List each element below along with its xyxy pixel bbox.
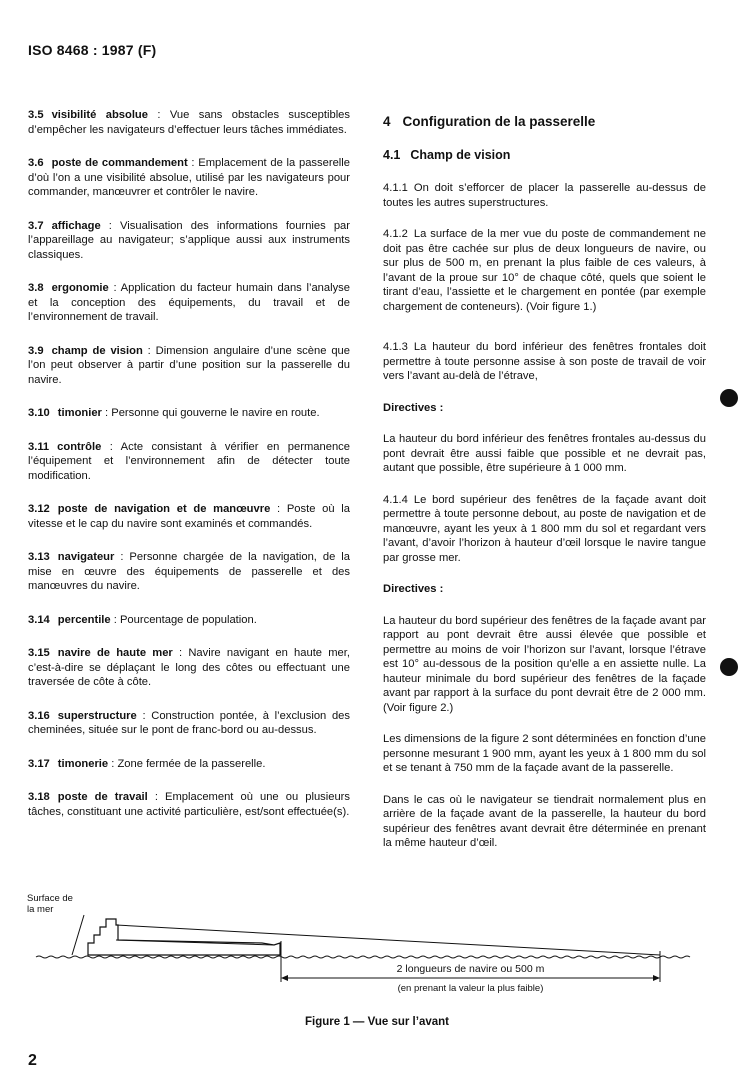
section-title-text: Configuration de la passerelle [402, 114, 596, 129]
definition-number: 3.11 [28, 440, 50, 453]
paragraph-4-1-3 [383, 340, 706, 384]
definition-3-15 [28, 646, 350, 690]
definition-number: 3.7 [28, 219, 44, 232]
definition-term: poste de navigation et de manœuvre [57, 503, 271, 515]
paragraph-4-1-4 [383, 493, 706, 566]
definition-3-14 [28, 613, 350, 628]
section-column [383, 108, 706, 868]
label-leader-line [72, 915, 84, 955]
definition-text: : Visualisation des informations fournies par l’appareillage au navigateur; s’applique aussi aux instruments classiques. [28, 219, 350, 261]
definition-term: navigateur [57, 551, 115, 563]
definition-term: superstructure [57, 709, 137, 722]
definition-text: : Personne chargée de la navigation, de la mise en œuvre des équipements de passerelle et des manœuvres du navire. [28, 551, 350, 592]
definition-text: : Navire navigant en haute mer, c’est-à-dire se déplaçant le long des côtes ou effectuant une traversée de côte à côte. [28, 647, 350, 688]
document-header: ISO 8468 : 1987 (F) [28, 42, 157, 58]
definition-number: 3.14 [28, 613, 50, 626]
change-mark [720, 389, 738, 407]
definition-term: poste de commandement [51, 157, 188, 169]
definition-text: : Personne qui gouverne le navire en route. [101, 407, 320, 419]
definition-term: contrôle [57, 440, 102, 453]
definition-3-7 [28, 219, 350, 263]
directives-heading: Directives : [383, 401, 444, 414]
definition-text: : Poste où la vitesse et le cap du navire sont examinés et commandés. [28, 503, 350, 530]
definition-3-13 [28, 550, 350, 594]
definition-number: 3.8 [28, 282, 44, 294]
paragraph-number: 4.1.2 [383, 228, 408, 240]
directives-text: La hauteur du bord supérieur des fenêtres de la façade avant par rapport au pont devrait être aussi élevée que possible et permettre au moins de voir l’horizon sur l’avant, lorsque l’étrave est 10° au-dessous de la position qu’elle a en assiette nulle. La hauteur minimale du bord supérieur des fenêtres de la façade avant par rapport à la surface du pont devrait être de 2 000 mm. (Voir figure 2.) [383, 614, 706, 714]
paragraph-text: Le bord supérieur des fenêtres de la façade avant doit permettre à toute personne debout, au poste de navigation et de manœuvre, ayant les yeux à 1 800 mm du sol et regardant vers l’avant, d’avoir l’horizon à hauteur d’œil lorsque le navire tangue par grosse mer. [383, 493, 706, 564]
paragraph-number: 4.1.4 [383, 493, 408, 506]
definition-3-10 [28, 406, 350, 421]
paragraph-4-1-2 [383, 227, 706, 314]
sea-surface-line [36, 956, 690, 958]
definition-number: 3.13 [28, 551, 50, 563]
definition-text: : Acte consistant à vérifier en permanence l’équipement et l’environnement afin de détecter toute modification. [28, 440, 350, 482]
paragraph-number: 4.1.1 [383, 182, 408, 194]
definition-term: navire de haute mer [57, 647, 173, 659]
definition-number: 3.9 [28, 344, 44, 357]
definition-text: : Vue sans obstacles susceptibles d’empêcher les navigateurs d’effectuer leurs tâches immédiates. [28, 109, 350, 136]
definition-text: : Construction pontée, à l’exclusion des cheminées, située sur le pont de franc-bord ou au-dessus. [28, 709, 350, 736]
definition-text: : Application du facteur humain dans l’analyse et la conception des équipements, du travail et de l’environnement de travail. [28, 282, 350, 323]
page-number: 2 [28, 1052, 37, 1069]
line-of-sight [116, 925, 660, 955]
definition-term: ergonomie [51, 282, 109, 294]
definition-term: champ de vision [51, 344, 143, 357]
directives-heading: Directives : [383, 583, 444, 595]
definition-number: 3.12 [28, 503, 50, 515]
definition-3-5 [28, 108, 350, 137]
paragraph-number: 4.1.3 [383, 341, 408, 353]
definition-3-18 [28, 790, 350, 819]
definition-number: 3.17 [28, 757, 50, 770]
definition-number: 3.16 [28, 709, 50, 722]
dimensions-paragraph: Les dimensions de la figure 2 sont déterminées en fonction d’une personne mesurant 1 900 mm, ayant les yeux à 1 800 mm du sol et se tenant à 750 mm de la façade avant de la passerelle. [383, 733, 706, 774]
section-number: 4 [383, 114, 391, 129]
dimension-arrow-left [281, 975, 288, 981]
dimension-note: (en prenant la valeur la plus faible) [397, 983, 544, 994]
definition-term: affichage [51, 219, 101, 232]
figure-1 [0, 885, 754, 1005]
dimension-arrow-right [653, 975, 660, 981]
definition-text: : Emplacement où une ou plusieurs tâches, constituant une activité particulière, est/sont effectuée(s). [28, 791, 351, 818]
ship-outline [88, 919, 280, 955]
change-mark [720, 658, 738, 676]
definitions-column [28, 108, 350, 838]
sea-surface-label-line: Surface de [27, 893, 73, 904]
definition-number: 3.5 [28, 109, 44, 121]
definition-3-17 [28, 757, 350, 772]
dimension-label: 2 longueurs de navire ou 500 m [396, 963, 545, 975]
subsection-title-text: Champ de vision [410, 147, 511, 162]
section-title [383, 115, 706, 130]
definition-text: : Pourcentage de population. [110, 613, 257, 626]
definition-3-6 [28, 156, 350, 200]
definition-3-11 [28, 440, 350, 484]
subsection-number: 4.1 [383, 147, 401, 162]
sea-surface-label [27, 893, 73, 915]
definition-term: timonerie [57, 757, 109, 770]
paragraph-text: La surface de la mer vue du poste de commandement ne doit pas être cachée sur plus de deux longueurs de navire, ou sur plus de 500 m, en prenant la plus faible de ces valeurs, à l’avant de la proue sur 10° de chaque côté, quels que soient le tirant d’eau, l’assiette et le chargement en pontée (par exemple chargement de conteneurs). (Voir figure 1.) [383, 228, 706, 313]
definition-text: : Zone fermée de la passerelle. [108, 757, 266, 770]
definition-number: 3.18 [28, 791, 50, 803]
definition-term: timonier [57, 407, 102, 419]
subsection-title [383, 148, 706, 163]
paragraph-4-1-1 [383, 181, 706, 210]
definition-3-12 [28, 502, 350, 531]
directives-text: La hauteur du bord inférieur des fenêtres frontales au-dessus du pont devrait être aussi faible que possible et ne devrait pas, autant que possible, être supérieure à 1 000 mm. [383, 433, 706, 474]
definition-3-8 [28, 281, 350, 325]
case-paragraph: Dans le cas où le navigateur se tiendrait normalement plus en arrière de la façade avant de la passerelle, la hauteur du bord supérieur des fenêtres avant devrait être déterminée en prenant la même hauteur d’œil. [383, 793, 706, 849]
paragraph-text: On doit s’efforcer de placer la passerelle au-dessus de toutes les autres superstructures. [383, 182, 706, 209]
definition-3-9 [28, 344, 350, 388]
figure-caption: Figure 1 — Vue sur l’avant [304, 1016, 449, 1028]
definition-text: : Emplacement de la passerelle d’où l’on a une visibilité absolue, utilisé par les navigateurs pour commander, manœuvrer et contrôler le navire. [28, 157, 350, 198]
sea-surface-label-line: la mer [27, 904, 54, 915]
definition-number: 3.10 [28, 407, 50, 419]
definition-number: 3.15 [28, 647, 50, 659]
definition-term: visibilité absolue [51, 109, 148, 121]
definition-term: poste de travail [57, 791, 148, 803]
definition-text: : Dimension angulaire d’une scène que l’on peut observer à partir d’une position sur la passerelle du navire. [28, 344, 350, 386]
definition-number: 3.6 [28, 157, 44, 169]
paragraph-text: La hauteur du bord inférieur des fenêtres frontales doit permettre à toute personne assise à son poste de travail de voir vers l’avant au-delà de l’étrave, [383, 341, 706, 382]
definition-term: percentile [57, 613, 111, 626]
definition-3-16 [28, 709, 350, 738]
